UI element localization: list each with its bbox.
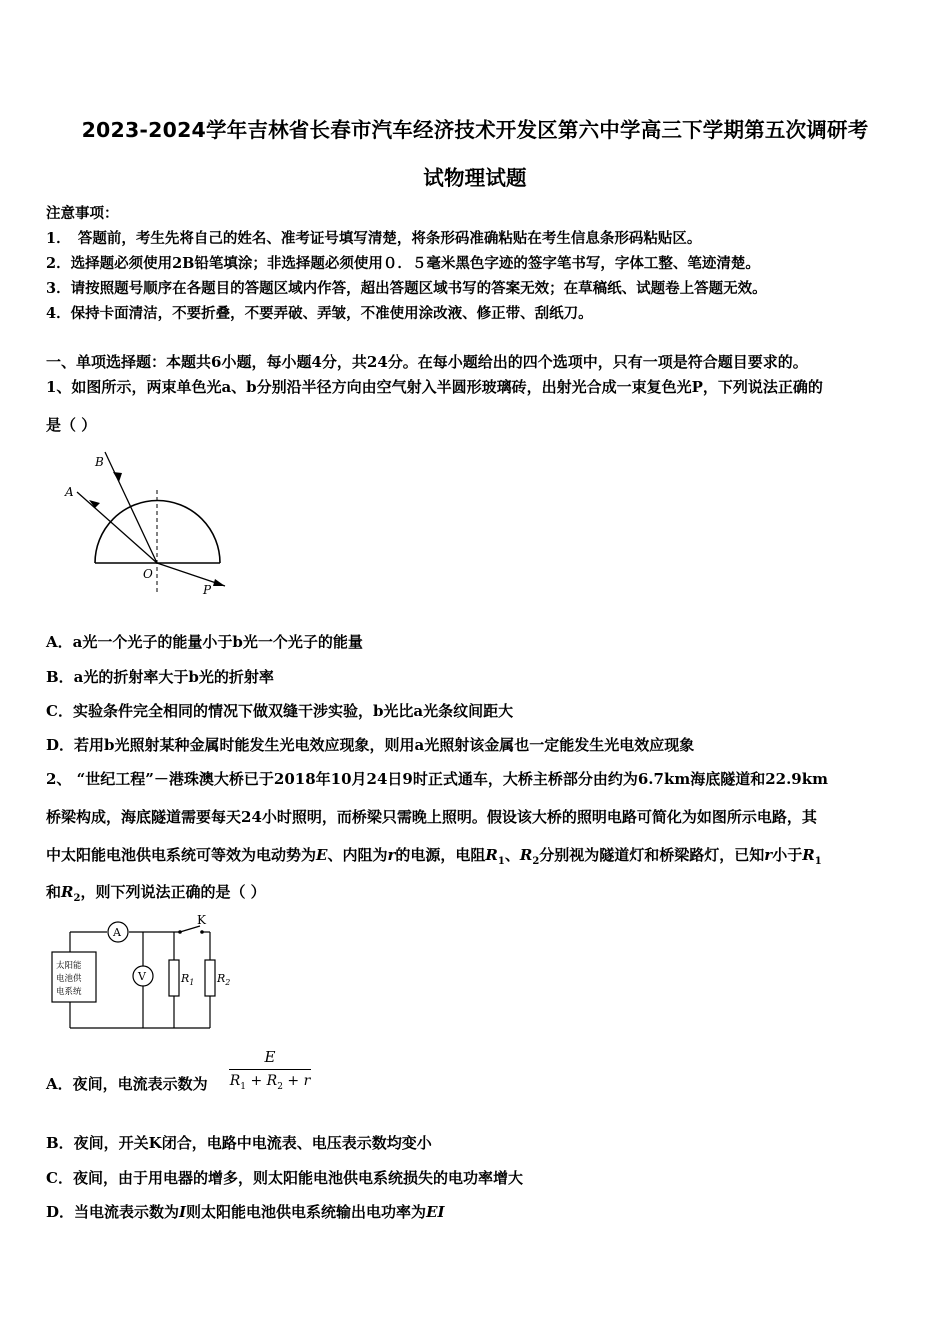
section-heading: 一、单项选择题：本题共6小题，每小题4分，共24分。在每小题给出的四个选项中，只有一项是符合题目要求的。 [46, 353, 808, 371]
source-label-2: 电池供 [56, 974, 82, 984]
ammeter-label: A [113, 926, 121, 939]
r1-label: $R_1$ [181, 972, 195, 987]
q2-option-c: C．夜间，由于用电器的增多，则太阳能电池供电系统损失的电功率增大 [46, 1169, 523, 1187]
resistor-r2 [205, 960, 215, 996]
q2-stem-line2: 桥梁构成，海底隧道需要每天24小时照明，而桥梁只需晚上照明。假设该大桥的照明电路可简化为如图所示电路，其 [46, 808, 817, 826]
resistor-r1 [169, 960, 179, 996]
q1-option-b: B．a光的折射率大于b光的折射率 [46, 668, 274, 686]
q1-option-d: D．若用b光照射某种金属时能发生光电效应现象，则用a光照射该金属也一定能发生光电效应现象 [46, 736, 695, 754]
q2-option-b: B．夜间，开关K闭合，电路中电流表、电压表示数均变小 [46, 1134, 432, 1152]
ray-p-arrow [213, 579, 225, 586]
voltmeter-label: V [138, 970, 146, 983]
q2-stem-line3: 中太阳能电池供电系统可等效为电动势为E、内阻为r的电源，电阻$R_1$、$R_2$分别视为隧道灯和桥梁路灯，已知r小于$R_1$ [46, 846, 822, 867]
source-label-3: 电系统 [56, 987, 82, 997]
notice-item-2: 2．选择题必须使用2B铅笔填涂；非选择题必须使用０．５毫米黑色字迹的签字笔书写，字体工整、笔迹清楚。 [46, 255, 760, 272]
label-b: B [95, 455, 104, 469]
label-p: P [203, 583, 212, 597]
q1-stem-line1: 1、如图所示，两束单色光a、b分别沿半径方向由空气射入半圆形玻璃砖，出射光合成一束复色光P，下列说法正确的 [46, 378, 823, 396]
q2-option-a-text: A．夜间，电流表示数为 [46, 1075, 208, 1093]
label-o: O [143, 567, 153, 581]
ray-a [77, 492, 157, 563]
q1-stem-line2: 是（ ） [46, 416, 97, 434]
source-label-1: 太阳能 [56, 961, 82, 971]
q2-circuit [40, 912, 250, 1037]
label-k: K [197, 913, 206, 927]
r2-label: $R_2$ [217, 972, 231, 987]
q1-option-a: A．a光一个光子的能量小于b光一个光子的能量 [46, 633, 363, 651]
notice-item-1: 1． 答题前，考生先将自己的姓名、准考证号填写清楚，将条形码准确粘贴在考生信息条形码粘贴区。 [46, 230, 702, 247]
notice-heading: 注意事项： [46, 205, 119, 222]
ray-b-arrow [113, 472, 122, 482]
ray-b [105, 452, 157, 563]
page-title-line2: 试物理试题 [423, 166, 527, 190]
q2-option-a-fraction: E $R_1 + R_2 + r$ [229, 1048, 311, 1092]
page-title: 2023-2024学年吉林省长春市汽车经济技术开发区第六中学高三下学期第五次调研考 [81, 118, 869, 142]
notice-item-3: 3．请按照题号顺序在各题目的答题区域内作答，超出答题区域书写的答案无效；在草稿纸、试题卷上答题无效。 [46, 280, 767, 297]
q2-option-d: D．当电流表示数为I则太阳能电池供电系统输出电功率为EI [46, 1203, 445, 1221]
notice-item-4: 4．保持卡面清洁，不要折叠，不要弄破、弄皱，不准使用涂改液、修正带、刮纸刀。 [46, 305, 593, 322]
q2-stem-line1: 2、 “世纪工程”－港珠澳大桥已于2018年10月24日9时正式通车，大桥主桥部分由约为6.7km海底隧道和22.9km [46, 770, 829, 788]
q2-stem-line4: 和$R_2$，则下列说法正确的是（ ） [46, 883, 266, 904]
label-a: A [65, 485, 74, 499]
q1-option-c: C．实验条件完全相同的情况下做双缝干涉实验，b光比a光条纹间距大 [46, 702, 514, 720]
q1-figure [55, 450, 255, 600]
